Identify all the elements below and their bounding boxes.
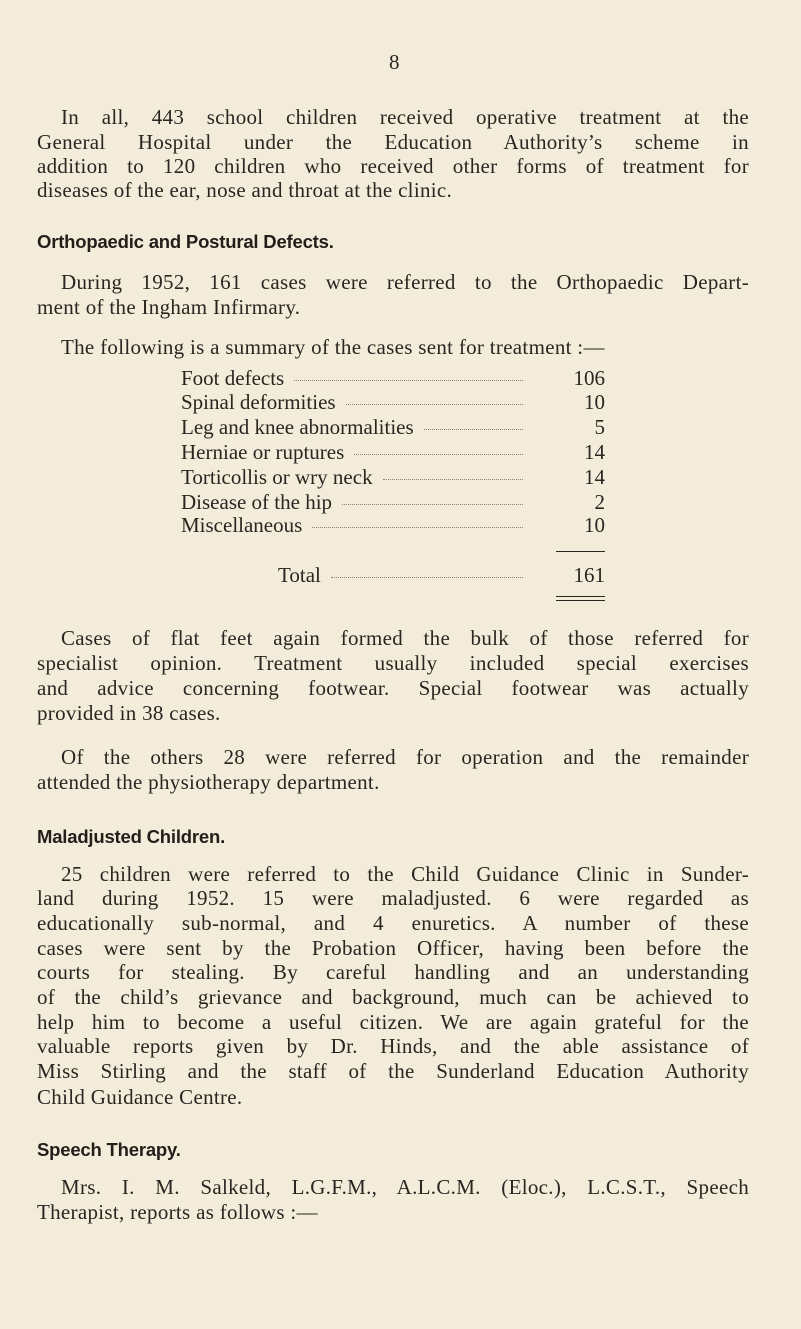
paragraph-line: land during 1952. 15 were maladjusted. 6 were regarded as [37, 886, 749, 910]
row-value: 106 [573, 366, 605, 390]
dot-leader [354, 454, 523, 455]
section-heading-maladjusted: Maladjusted Children. [37, 826, 226, 847]
paragraph-line: and advice concerning footwear. Special footwear was actually [37, 676, 749, 700]
paragraph-line: Child Guidance Centre. [37, 1085, 243, 1109]
row-value: 2 [594, 490, 605, 514]
paragraph-line: Mrs. I. M. Salkeld, L.G.F.M., A.L.C.M. (Eloc.), L.C.S.T., Speech [61, 1175, 749, 1199]
section-heading-speech: Speech Therapy. [37, 1139, 181, 1160]
section-heading-orthopaedic: Orthopaedic and Postural Defects. [37, 231, 334, 252]
paragraph-line: Cases of flat feet again formed the bulk of those referred for [61, 626, 749, 650]
paragraph-line: During 1952, 161 cases were referred to the Orthopaedic Depart- [61, 270, 749, 294]
row-label: Leg and knee abnormalities [181, 415, 414, 439]
table-row [181, 465, 605, 489]
paragraph-line: diseases of the ear, nose and throat at the clinic. [37, 178, 453, 202]
paragraph-line: cases were sent by the Probation Officer, having been before the [37, 936, 749, 960]
paragraph-line: In all, 443 school children received operative treatment at the [61, 105, 749, 129]
row-label: Herniae or ruptures [181, 440, 345, 464]
dot-leader [383, 479, 523, 480]
paragraph-line: Of the others 28 were referred for operation and the remainder [61, 745, 749, 769]
total-double-rule [556, 600, 605, 601]
dot-leader [342, 504, 523, 505]
row-value: 14 [584, 465, 605, 489]
paragraph-line: attended the physiotherapy department. [37, 770, 380, 794]
table-row [181, 440, 605, 464]
paragraph-line: educationally sub-normal, and 4 enuretics. A number of these [37, 911, 749, 935]
paragraph-line: help him to become a useful citizen. We are again grateful for the [37, 1010, 749, 1034]
row-label: Torticollis or wry neck [181, 465, 373, 489]
paragraph-line: specialist opinion. Treatment usually included special exercises [37, 651, 749, 675]
row-value: 10 [584, 513, 605, 537]
page-number: 8 [389, 50, 400, 74]
row-value: 14 [584, 440, 605, 464]
row-value: 5 [594, 415, 605, 439]
total-double-rule [556, 596, 605, 597]
total-label: Total [278, 563, 321, 587]
row-label: Disease of the hip [181, 490, 333, 514]
summary-intro: The following is a summary of the cases sent for treatment :— [61, 335, 605, 359]
paragraph-line: provided in 38 cases. [37, 701, 221, 725]
paragraph-line: Miss Stirling and the staff of the Sunderland Education Authority [37, 1059, 749, 1083]
table-row [181, 490, 605, 514]
dot-leader [331, 577, 523, 578]
table-row [181, 366, 605, 390]
dot-leader [424, 429, 523, 430]
total-row [278, 563, 605, 587]
total-value: 161 [573, 563, 605, 587]
table-row [181, 390, 605, 414]
dot-leader [294, 380, 523, 381]
paragraph-line: 25 children were referred to the Child Guidance Clinic in Sunder- [61, 862, 749, 886]
dot-leader [346, 404, 523, 405]
table-row [181, 415, 605, 439]
paragraph-line: courts for stealing. By careful handling and an understanding [37, 960, 749, 984]
row-label: Spinal deformities [181, 390, 336, 414]
row-value: 10 [584, 390, 605, 414]
dot-leader [312, 527, 523, 528]
paragraph-line: General Hospital under the Education Authority’s scheme in [37, 130, 749, 154]
paragraph-line: valuable reports given by Dr. Hinds, and the able assistance of [37, 1034, 749, 1058]
paragraph-line: of the child’s grievance and background, much can be achieved to [37, 985, 749, 1009]
paragraph-line: ment of the Ingham Infirmary. [37, 295, 301, 319]
subtotal-rule [556, 551, 605, 552]
row-label: Foot defects [181, 366, 285, 390]
paragraph-line: Therapist, reports as follows :— [37, 1200, 318, 1224]
row-label: Miscellaneous [181, 513, 303, 537]
table-row [181, 513, 605, 537]
paragraph-line: addition to 120 children who received other forms of treatment for [37, 154, 749, 178]
